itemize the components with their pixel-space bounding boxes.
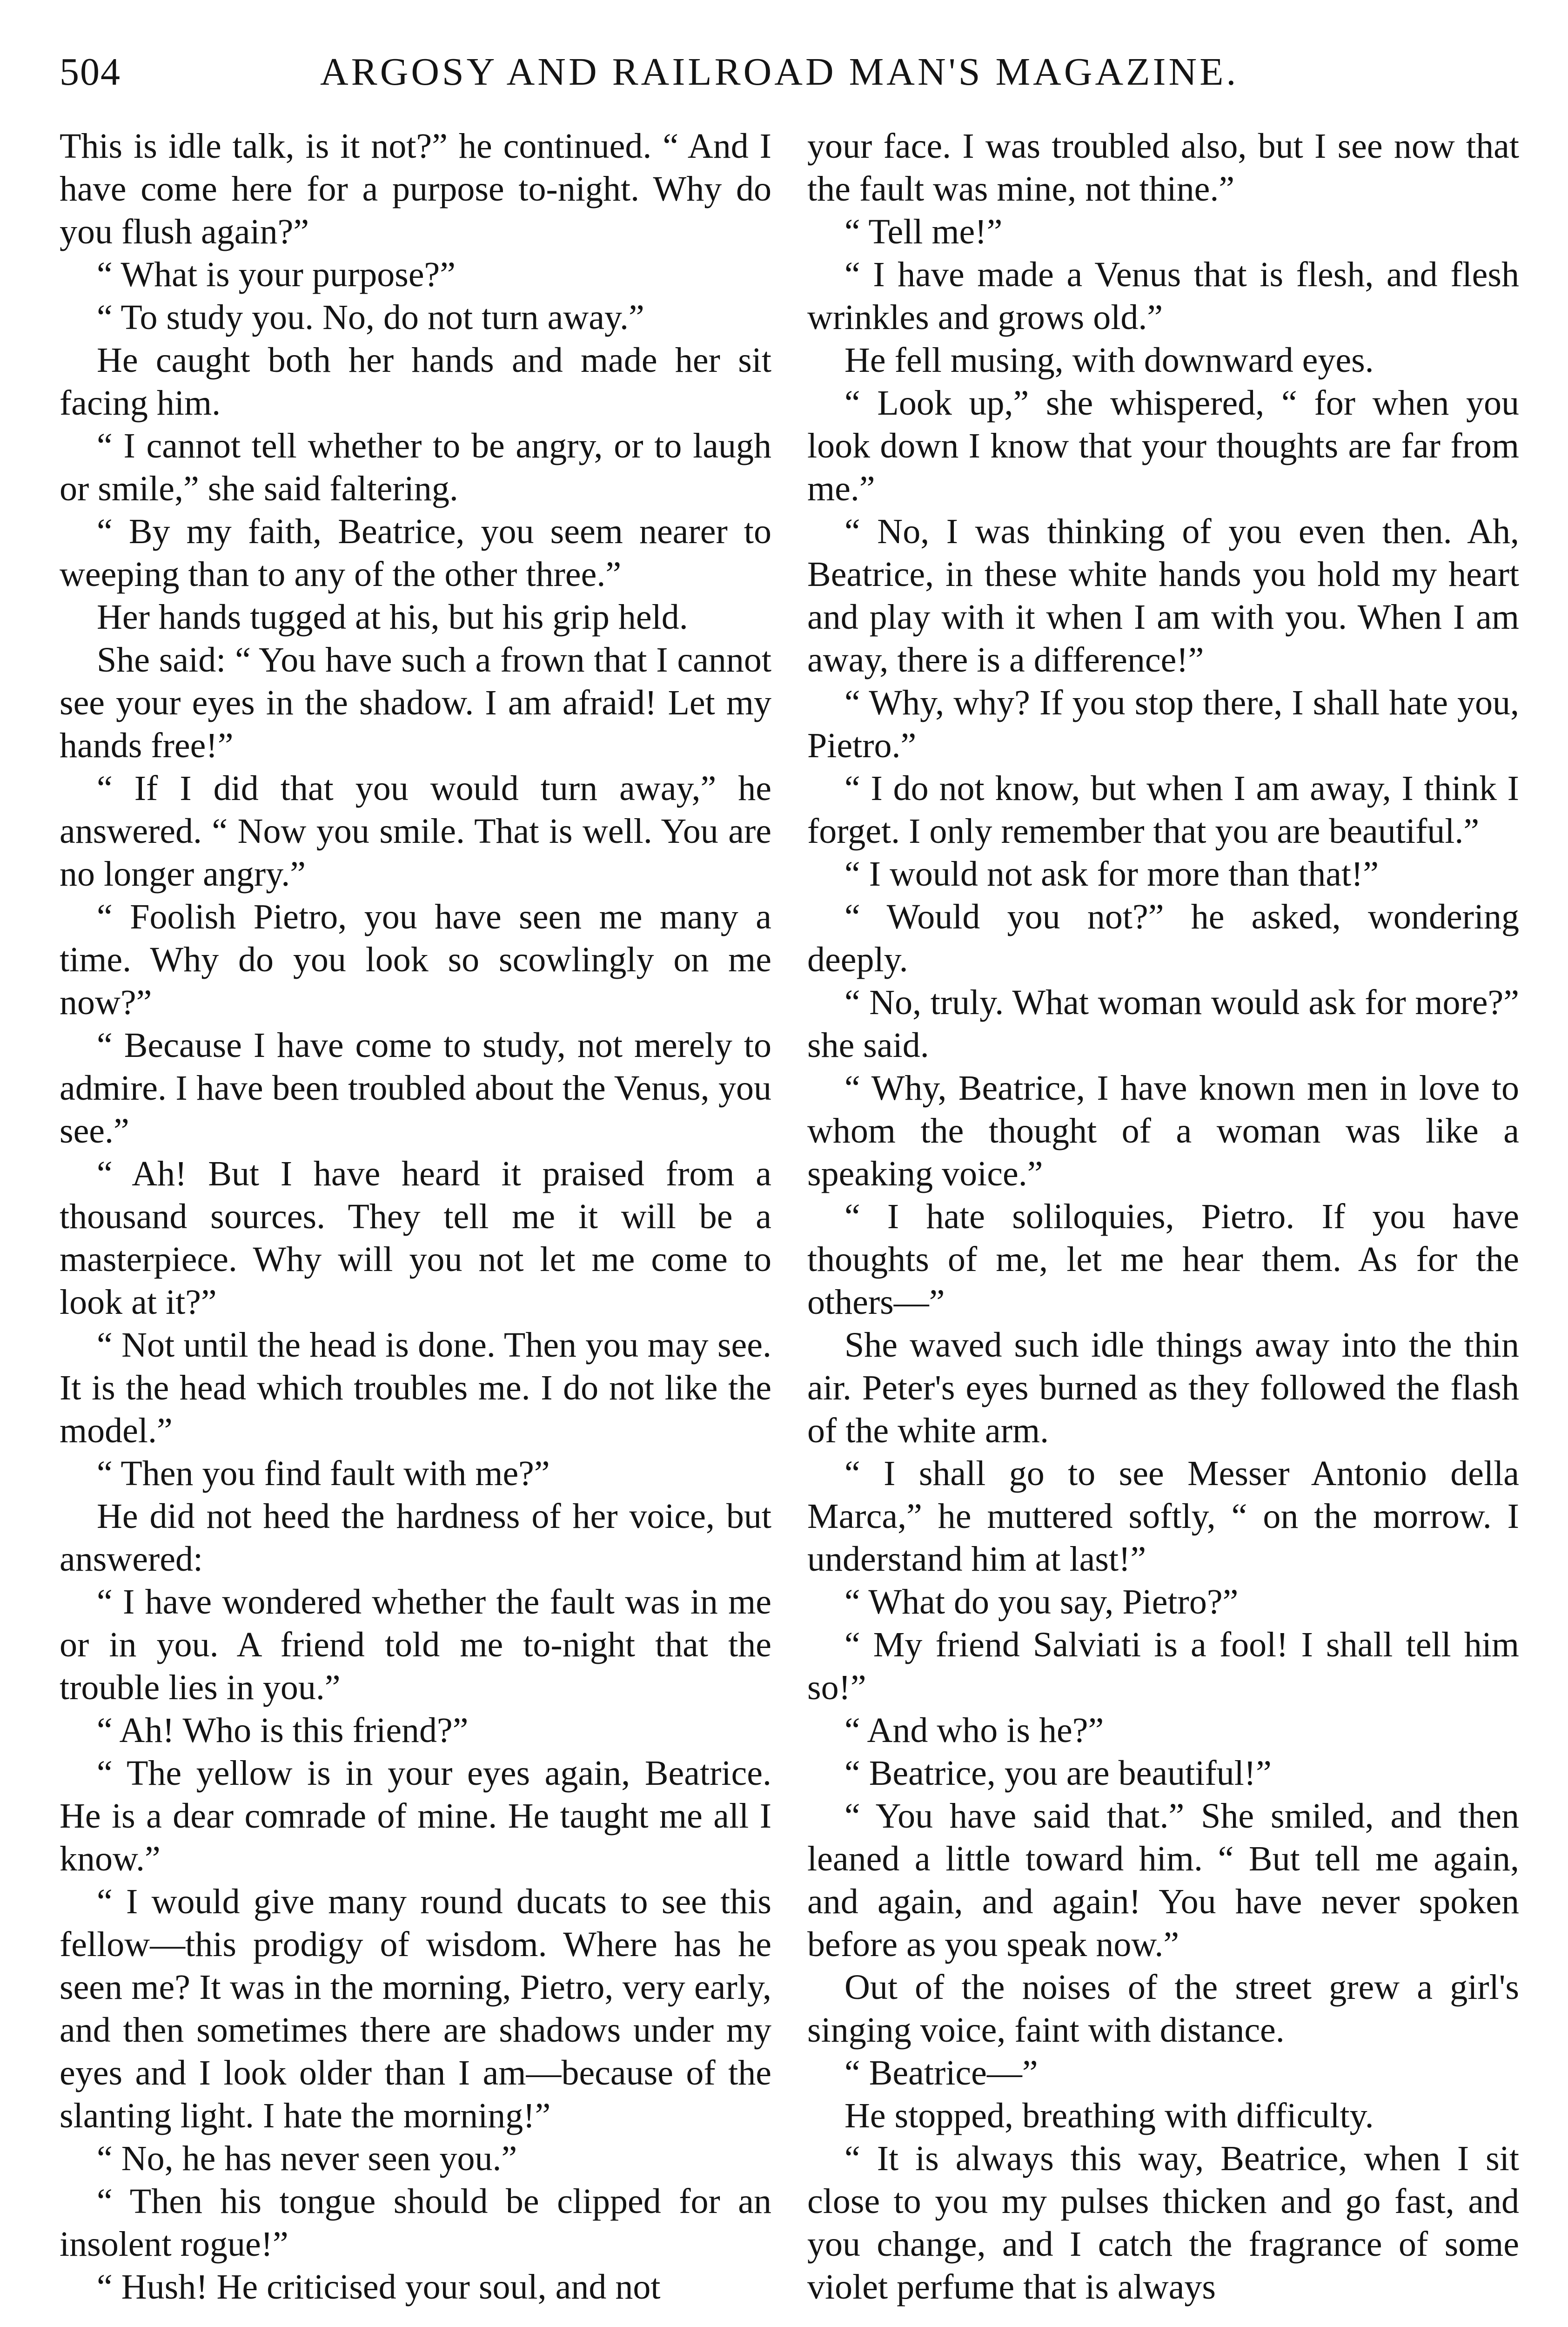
paragraph: “ I do not know, but when I am away, I think I forget. I only remember that you are beautiful.” xyxy=(807,769,1519,851)
page-number: 504 xyxy=(60,50,121,94)
paragraph: “ You have said that.” She smiled, and then leaned a little toward him. “ But tell me again, and again, and again! You have never spoken before as you speak now.” xyxy=(807,1796,1519,1964)
paragraph: “ I would give many round ducats to see this fellow—this prodigy of wisdom. Where has he seen me? It was in the morning, Pietro, very early, and then sometimes there are shadows under my eyes and I look older than I am—because of the slanting light. I hate the morning!” xyxy=(60,1882,771,2135)
paragraph: She said: “ You have such a frown that I cannot see your eyes in the shadow. I am afraid! Let my hands free!” xyxy=(60,640,771,765)
paragraph: “ Ah! But I have heard it praised from a thousand sources. They tell me it will be a masterpiece. Why will you not let me come to look at it?” xyxy=(60,1154,771,1322)
paragraph: “ Ah! Who is this friend?” xyxy=(97,1711,469,1750)
paragraph: “ No, he has never seen you.” xyxy=(97,2139,517,2178)
paragraph: “ Not until the head is done. Then you may see. It is the head which troubles me. I do not like the model.” xyxy=(60,1325,771,1450)
paragraph: “ Because I have come to study, not merely to admire. I have been troubled about the Venus, you see.” xyxy=(60,1026,771,1150)
paragraph: He caught both her hands and made her sit facing him. xyxy=(60,341,771,423)
paragraph: “ I cannot tell whether to be angry, or to laugh or smile,” she said faltering. xyxy=(60,426,771,508)
paragraph: “ My friend Salviati is a fool! I shall tell him so!” xyxy=(807,1625,1519,1707)
paragraph: This is idle talk, is it not?” he continued. “ And I have come here for a purpose to-night. Why do you flush again?” xyxy=(60,127,771,251)
paragraph: “ Then his tongue should be clipped for an insolent rogue!” xyxy=(60,2182,771,2264)
page-header xyxy=(60,47,1548,102)
paragraph: “ Beatrice, you are beautiful!” xyxy=(844,1754,1272,1793)
paragraph: “ I shall go to see Messer Antonio della Marca,” he muttered softly, “ on the morrow. I understand him at last!” xyxy=(807,1454,1519,1579)
paragraph: “ It is always this way, Beatrice, when I sit close to you my pulses thicken and go fast, and you change, and I catch the fragrance of some violet perfume that is always xyxy=(807,2139,1519,2307)
right-column xyxy=(807,125,1519,2308)
paragraph: “ By my faith, Beatrice, you seem nearer to weeping than to any of the other three.” xyxy=(60,512,771,594)
paragraph: He stopped, breathing with difficulty. xyxy=(844,2096,1374,2135)
running-title: ARGOSY AND RAILROAD MAN'S MAGAZINE. xyxy=(320,50,1239,94)
paragraph: “ What do you say, Pietro?” xyxy=(844,1582,1239,1621)
paragraph: “ Foolish Pietro, you have seen me many a time. Why do you look so scowlingly on me now?” xyxy=(60,897,771,1022)
paragraph: “ Tell me!” xyxy=(844,212,1003,251)
paragraph: your face. I was troubled also, but I see now that the fault was mine, not thine.” xyxy=(807,127,1519,208)
paragraph: “ I have made a Venus that is flesh, and flesh wrinkles and grows old.” xyxy=(807,255,1519,337)
paragraph: Out of the noises of the street grew a girl's singing voice, faint with distance. xyxy=(807,1968,1519,2050)
paragraph: “ No, truly. What woman would ask for more?” she said. xyxy=(807,983,1519,1065)
paragraph: “ I hate soliloquies, Pietro. If you have thoughts of me, let me hear them. As for the others—” xyxy=(807,1197,1519,1322)
paragraph: “ Beatrice—” xyxy=(844,2053,1038,2092)
paragraph: “ Why, why? If you stop there, I shall hate you, Pietro.” xyxy=(807,683,1519,765)
paragraph: “ Hush! He criticised your soul, and not xyxy=(97,2267,661,2307)
paragraph: “ No, I was thinking of you even then. Ah, Beatrice, in these white hands you hold my heart and play with it when I am with you. When I am away, there is a difference!” xyxy=(807,512,1519,679)
paragraph: “ The yellow is in your eyes again, Beatrice. He is a dear comrade of mine. He taught me all I know.” xyxy=(60,1754,771,1878)
paragraph: “ Look up,” she whispered, “ for when you look down I know that your thoughts are far from me.” xyxy=(807,383,1519,508)
paragraph: “ To study you. No, do not turn away.” xyxy=(97,298,644,337)
paragraph: “ If I did that you would turn away,” he answered. “ Now you smile. That is well. You are no longer angry.” xyxy=(60,769,771,894)
paragraph: “ What is your purpose?” xyxy=(97,255,456,294)
paragraph: “ Would you not?” he asked, wondering deeply. xyxy=(807,897,1519,979)
paragraph: He did not heed the hardness of her voice, but answered: xyxy=(60,1497,771,1579)
paragraph: “ I would not ask for more than that!” xyxy=(844,854,1379,894)
paragraph: “ And who is he?” xyxy=(844,1711,1104,1750)
paragraph: He fell musing, with downward eyes. xyxy=(844,341,1374,380)
paragraph: Her hands tugged at his, but his grip held. xyxy=(97,598,688,637)
paragraph: “ Then you find fault with me?” xyxy=(97,1454,550,1493)
paragraph: “ I have wondered whether the fault was in me or in you. A friend told me to-night that the trouble lies in you.” xyxy=(60,1582,771,1707)
left-column xyxy=(60,125,771,2308)
paragraph: She waved such idle things away into the thin air. Peter's eyes burned as they followed the flash of the white arm. xyxy=(807,1325,1519,1450)
paragraph: “ Why, Beatrice, I have known men in love to whom the thought of a woman was like a speaking voice.” xyxy=(807,1069,1519,1193)
